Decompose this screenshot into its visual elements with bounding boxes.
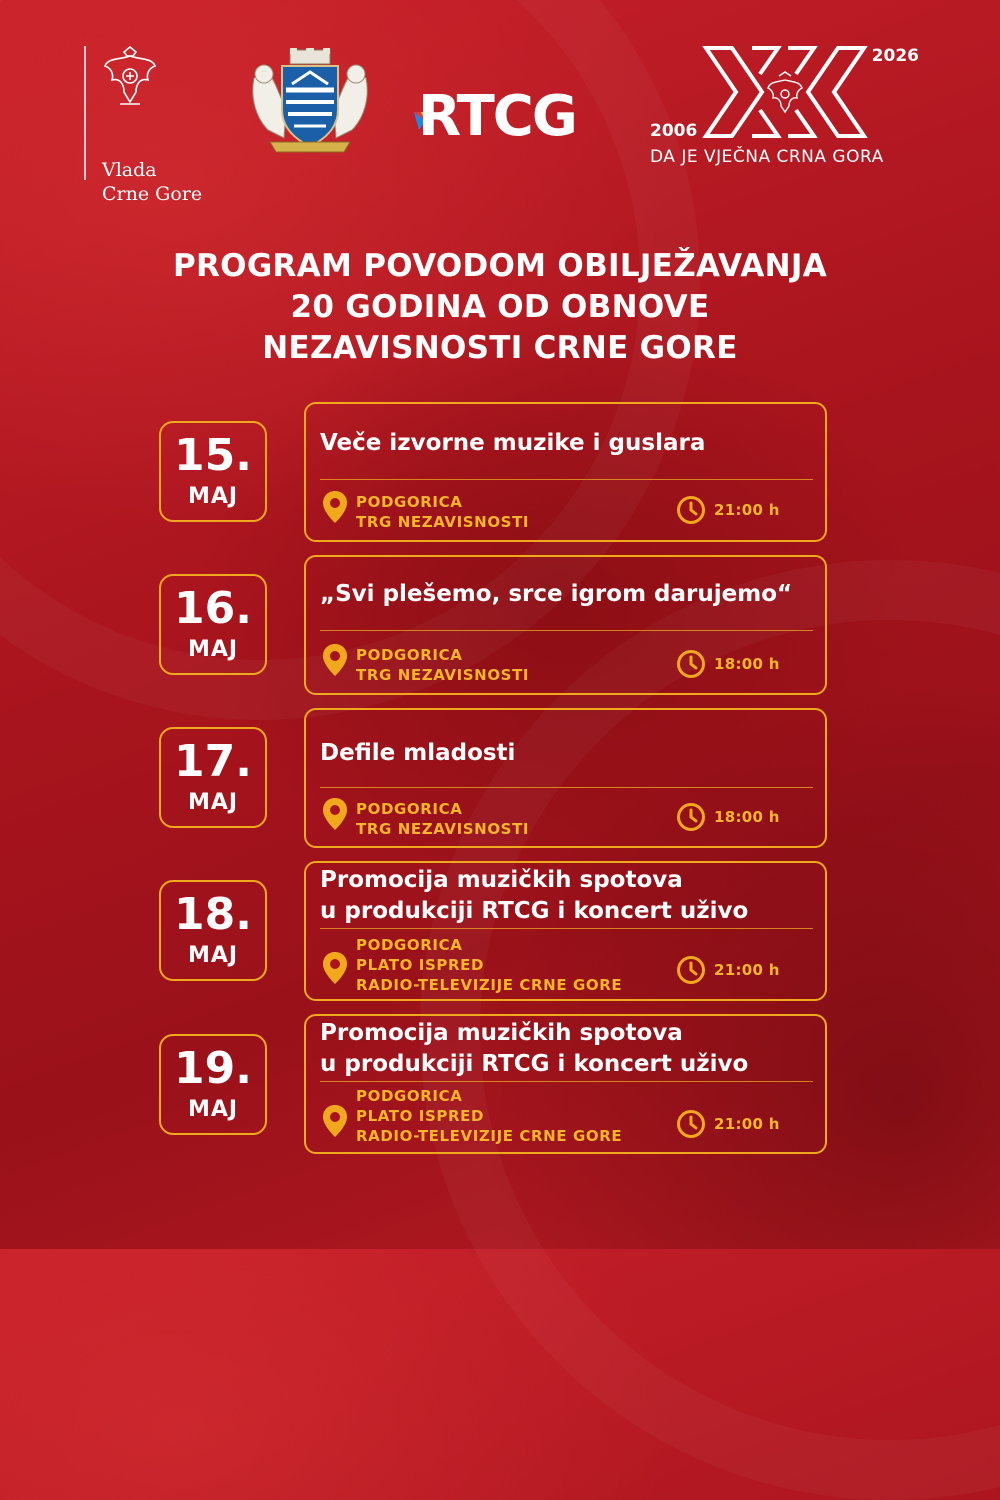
event-card bbox=[304, 555, 827, 695]
podgorica-coat-of-arms-icon bbox=[246, 48, 374, 156]
event-day: 15. bbox=[174, 430, 252, 481]
event-location bbox=[356, 645, 529, 685]
event-time: 21:00 h bbox=[714, 501, 780, 519]
clock-icon bbox=[676, 1109, 706, 1139]
clock-icon bbox=[676, 955, 706, 985]
event-title: Promocija muzičkih spotova bbox=[320, 1020, 683, 1046]
event-location-line: PODGORICA bbox=[356, 936, 463, 954]
location-pin-icon bbox=[322, 643, 348, 677]
event-time: 21:00 h bbox=[714, 1115, 780, 1133]
event-card bbox=[304, 1014, 827, 1154]
event-day: 18. bbox=[174, 889, 252, 940]
event-date-box bbox=[159, 421, 267, 522]
jubilee-year-start: 2006 bbox=[650, 121, 698, 141]
event-month: MAJ bbox=[187, 484, 239, 509]
event-month: MAJ bbox=[187, 637, 239, 662]
event-location-line: PLATO ISPRED bbox=[356, 956, 485, 974]
event-day: 17. bbox=[174, 736, 252, 787]
clock-icon bbox=[676, 802, 706, 832]
event-location-line: TRG NEZAVISNOSTI bbox=[356, 666, 530, 684]
event-location-line: PLATO ISPRED bbox=[356, 1107, 485, 1125]
event-divider bbox=[320, 479, 813, 480]
event-month: MAJ bbox=[187, 1097, 239, 1122]
event-location-line: RADIO-TELEVIZIJE CRNE GORE bbox=[356, 976, 623, 994]
event-card bbox=[304, 861, 827, 1001]
event-time: 18:00 h bbox=[714, 655, 780, 673]
event-card bbox=[304, 402, 827, 542]
jubilee-year-end: 2026 bbox=[871, 46, 919, 66]
jubilee-xx-numeral-icon bbox=[700, 44, 870, 140]
event-location-line: RADIO-TELEVIZIJE CRNE GORE bbox=[356, 1127, 623, 1145]
event-title: Promocija muzičkih spotova bbox=[320, 867, 683, 893]
event-location bbox=[356, 799, 529, 839]
event-title: u produkciji RTCG i koncert uživo bbox=[320, 898, 749, 924]
page-title-line3: NEZAVISNOSTI CRNE GORE bbox=[262, 330, 738, 366]
event-location-line: PODGORICA bbox=[356, 493, 463, 511]
clock-icon bbox=[676, 495, 706, 525]
event-divider bbox=[320, 928, 813, 929]
event-location-line: PODGORICA bbox=[356, 800, 463, 818]
event-time: 18:00 h bbox=[714, 808, 780, 826]
event-title: u produkciji RTCG i koncert uživo bbox=[320, 1051, 749, 1077]
government-logo bbox=[84, 46, 219, 205]
event-divider bbox=[320, 1081, 813, 1082]
page-title bbox=[0, 246, 1000, 369]
event-title: „Svi plešemo, srce igrom darujemo“ bbox=[320, 581, 793, 607]
event-date-box bbox=[159, 574, 267, 675]
event-title: Defile mladosti bbox=[320, 740, 516, 766]
page-title-line1: PROGRAM POVODOM OBILJEŽAVANJA bbox=[172, 248, 828, 284]
event-date-box bbox=[159, 727, 267, 828]
location-pin-icon bbox=[322, 1104, 348, 1138]
event-month: MAJ bbox=[187, 943, 239, 968]
event-divider bbox=[320, 630, 813, 631]
event-location-line: TRG NEZAVISNOSTI bbox=[356, 820, 530, 838]
location-pin-icon bbox=[322, 797, 348, 831]
logo-divider bbox=[84, 46, 86, 180]
event-location-line: PODGORICA bbox=[356, 1087, 463, 1105]
event-month: MAJ bbox=[187, 790, 239, 815]
rtcg-wordmark: RTCG bbox=[418, 84, 576, 149]
event-location bbox=[356, 935, 622, 995]
event-date-box bbox=[159, 880, 267, 981]
event-divider bbox=[320, 787, 813, 788]
event-title: Veče izvorne muzike i guslara bbox=[320, 430, 706, 456]
government-name-line1: Vlada bbox=[102, 159, 157, 181]
government-name-line2: Crne Gore bbox=[102, 183, 203, 205]
event-day: 19. bbox=[174, 1043, 252, 1094]
event-card bbox=[304, 708, 827, 848]
event-time: 21:00 h bbox=[714, 961, 780, 979]
eagle-crest-icon bbox=[102, 46, 158, 108]
event-location-line: TRG NEZAVISNOSTI bbox=[356, 513, 530, 531]
location-pin-icon bbox=[322, 490, 348, 524]
event-location-line: PODGORICA bbox=[356, 646, 463, 664]
event-date-box bbox=[159, 1034, 267, 1135]
location-pin-icon bbox=[322, 951, 348, 985]
event-day: 16. bbox=[174, 583, 252, 634]
jubilee-logo bbox=[648, 44, 923, 169]
event-location bbox=[356, 1086, 622, 1146]
jubilee-slogan: DA JE VJEČNA CRNA GORA bbox=[650, 147, 884, 167]
event-location bbox=[356, 492, 529, 532]
page-title-line2: 20 GODINA OD OBNOVE bbox=[290, 289, 710, 325]
clock-icon bbox=[676, 649, 706, 679]
